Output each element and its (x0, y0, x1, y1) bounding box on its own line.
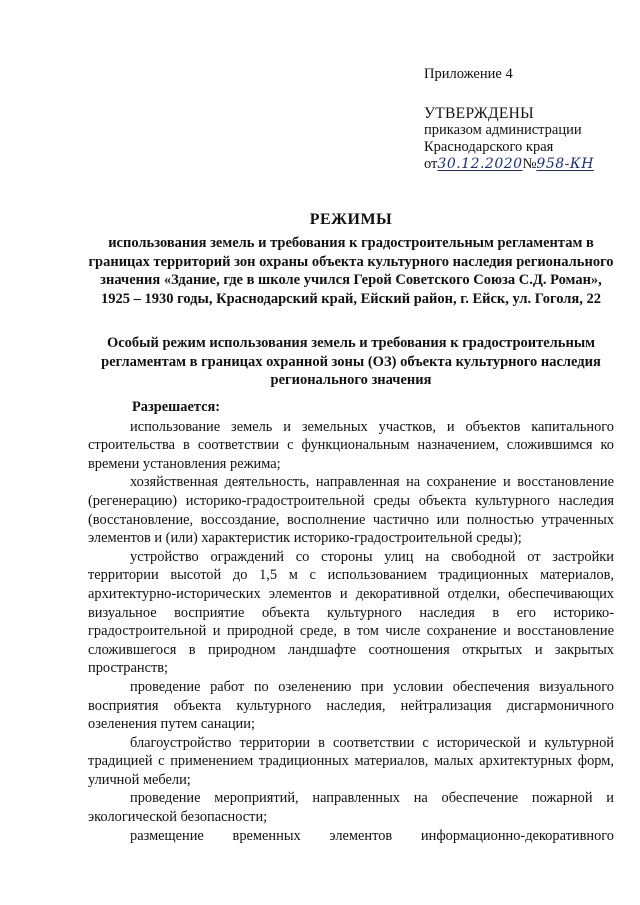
allowed-item: проведение работ по озеленению при условии обеспечения визуального восприятия объекта культурного наследия, нейтрализация дисгармоничного озеленения путем санации; (88, 678, 614, 733)
approval-region-line: Краснодарского края (424, 139, 554, 155)
approved-heading: УТВЕРЖДЕНЫ (424, 105, 534, 122)
allowed-item: благоустройство территории в соответствии с исторической и культурной традицией с применением традиционных материалов, малых архитектурных форм, уличной мебели; (88, 734, 614, 788)
number-symbol: № (522, 156, 537, 172)
document-title: РЕЖИМЫ (309, 211, 393, 228)
handwritten-number: 958-КН (536, 156, 594, 172)
document-subtitle: использования земель и требования к градостроительным регламентам в границах территорий зон охраны объекта культурного наследия регионального значения «Здание, где в школе учился Герой Советского Союза С.Д. Роман», 1925 – 1930 годы, Краснодарский край, Ейский район, г. Ейск, ул. Гоголя, 22 (88, 235, 614, 307)
allowed-item: использование земель и земельных участков, и объектов капитального строительства в соответствии с функциональным назначением, сложившимся ко времени установления режима; (88, 418, 614, 472)
approval-block (424, 66, 630, 173)
approval-date-line (424, 156, 630, 173)
annex-label: Приложение 4 (424, 66, 513, 82)
allowed-item: хозяйственная деятельность, направленная на сохранение и восстановление (регенерацию) историко-градостроительной среды объекта культурного наследия (восстановление, воссоздание, восполнение частично или полностью утраченных элементов и (или) характеристик историко-градостроительной среды); (88, 474, 614, 547)
handwritten-date: 30.12.2020 (437, 156, 523, 172)
approval-order-line: приказом администрации (424, 122, 582, 138)
allowed-item: проведение мероприятий, направленных на обеспечение пожарной и экологической безопасности; (88, 790, 614, 826)
date-prefix: от (424, 156, 438, 172)
document-title-block (86, 211, 616, 308)
allowed-item: размещение временных элементов информационно-декоративного (130, 827, 614, 844)
section-title: Особый режим использования земель и требования к градостроительным регламентам в границах охранной зоны (ОЗ) объекта культурного наследия регионального значения (101, 335, 601, 388)
allowed-heading: Разрешается: (132, 399, 221, 415)
allowed-item: устройство ограждений со стороны улиц на свободной от застройки территории высотой до 1,5 м с использованием традиционных материалов, архитектурно-исторических элементов и декоративной отделки, обеспечивающих визуальное восприятие объекта культурного наследия в его историко-градостроительной и природной среде, в том числе сохранение и восстановление сложившегося в природном ландшафте соотношения открытых и закрытых пространств; (88, 548, 614, 677)
document-body (88, 398, 614, 845)
